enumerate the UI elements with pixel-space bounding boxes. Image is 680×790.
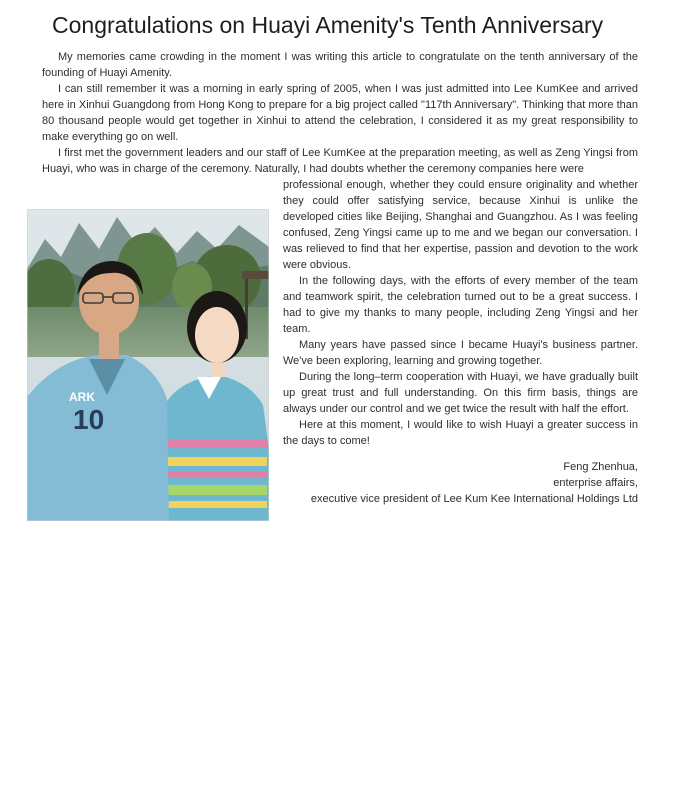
- paragraph-4: In the following days, with the efforts of every member of the team and teamwork spirit, the celebration turned out to be a great success. I had to give my thanks to many people, including Zeng Yingsi and her team.: [283, 275, 638, 335]
- signature-name: Feng Zhenhua,: [563, 461, 638, 473]
- paragraph-1: My memories came crowding in the moment I was writing this article to congratulate on the tenth anniversary of the founding of Huayi Amenity.: [42, 51, 638, 79]
- paragraph-6: During the long–term cooperation with Huayi, we have gradually built up great trust and full understanding. On this firm basis, things are always under our control and we get twice the result with half the effort.: [283, 371, 638, 415]
- paragraph-5: Many years have passed since I became Huayi's business partner. We've been exploring, learning and growing together.: [283, 339, 638, 367]
- paragraph-3-rest: professional enough, whether they could ensure originality and whether they could offer satisfying service, because Xinhui is unlike the developed cities like Beijing, Shanghai and Guangzhou. As I was feeling confused, Zeng Yingsi came up to me and we began our conversation. I was relieved to find that her expertise, passion and devotion to the work were obvious.: [283, 179, 638, 271]
- jersey-text: ARK: [69, 390, 95, 404]
- paragraph-3-lead: I first met the government leaders and our staff of Lee KumKee at the preparation meeting, as well as Zeng Yingsi from Huayi, who was in charge of the ceremony. Naturally, I had doubts whether the ceremony companies here were: [42, 147, 638, 175]
- page-title: Congratulations on Huayi Amenity's Tenth Anniversary: [52, 12, 604, 38]
- couple-photo: [27, 209, 269, 521]
- signature-company: executive vice president of Lee Kum Kee International Holdings Ltd: [310, 493, 638, 505]
- paragraph-7: Here at this moment, I would like to wish Huayi a greater success in the days to come!: [283, 419, 638, 447]
- article-body: [42, 49, 638, 525]
- signature-title: enterprise affairs,: [553, 477, 638, 489]
- jersey-number: 10: [73, 404, 105, 435]
- paragraph-2: I can still remember it was a morning in early spring of 2005, when I was just admitted into Lee KumKee and arrived here in Xinhui Guangdong from Hong Kong to prepare for a big project called "117th Anniversary". Thinking that more than 80 thousand people would get together in Xinhui to attend the celebration, I considered it as my great responsibility to make everything go on well.: [42, 83, 638, 143]
